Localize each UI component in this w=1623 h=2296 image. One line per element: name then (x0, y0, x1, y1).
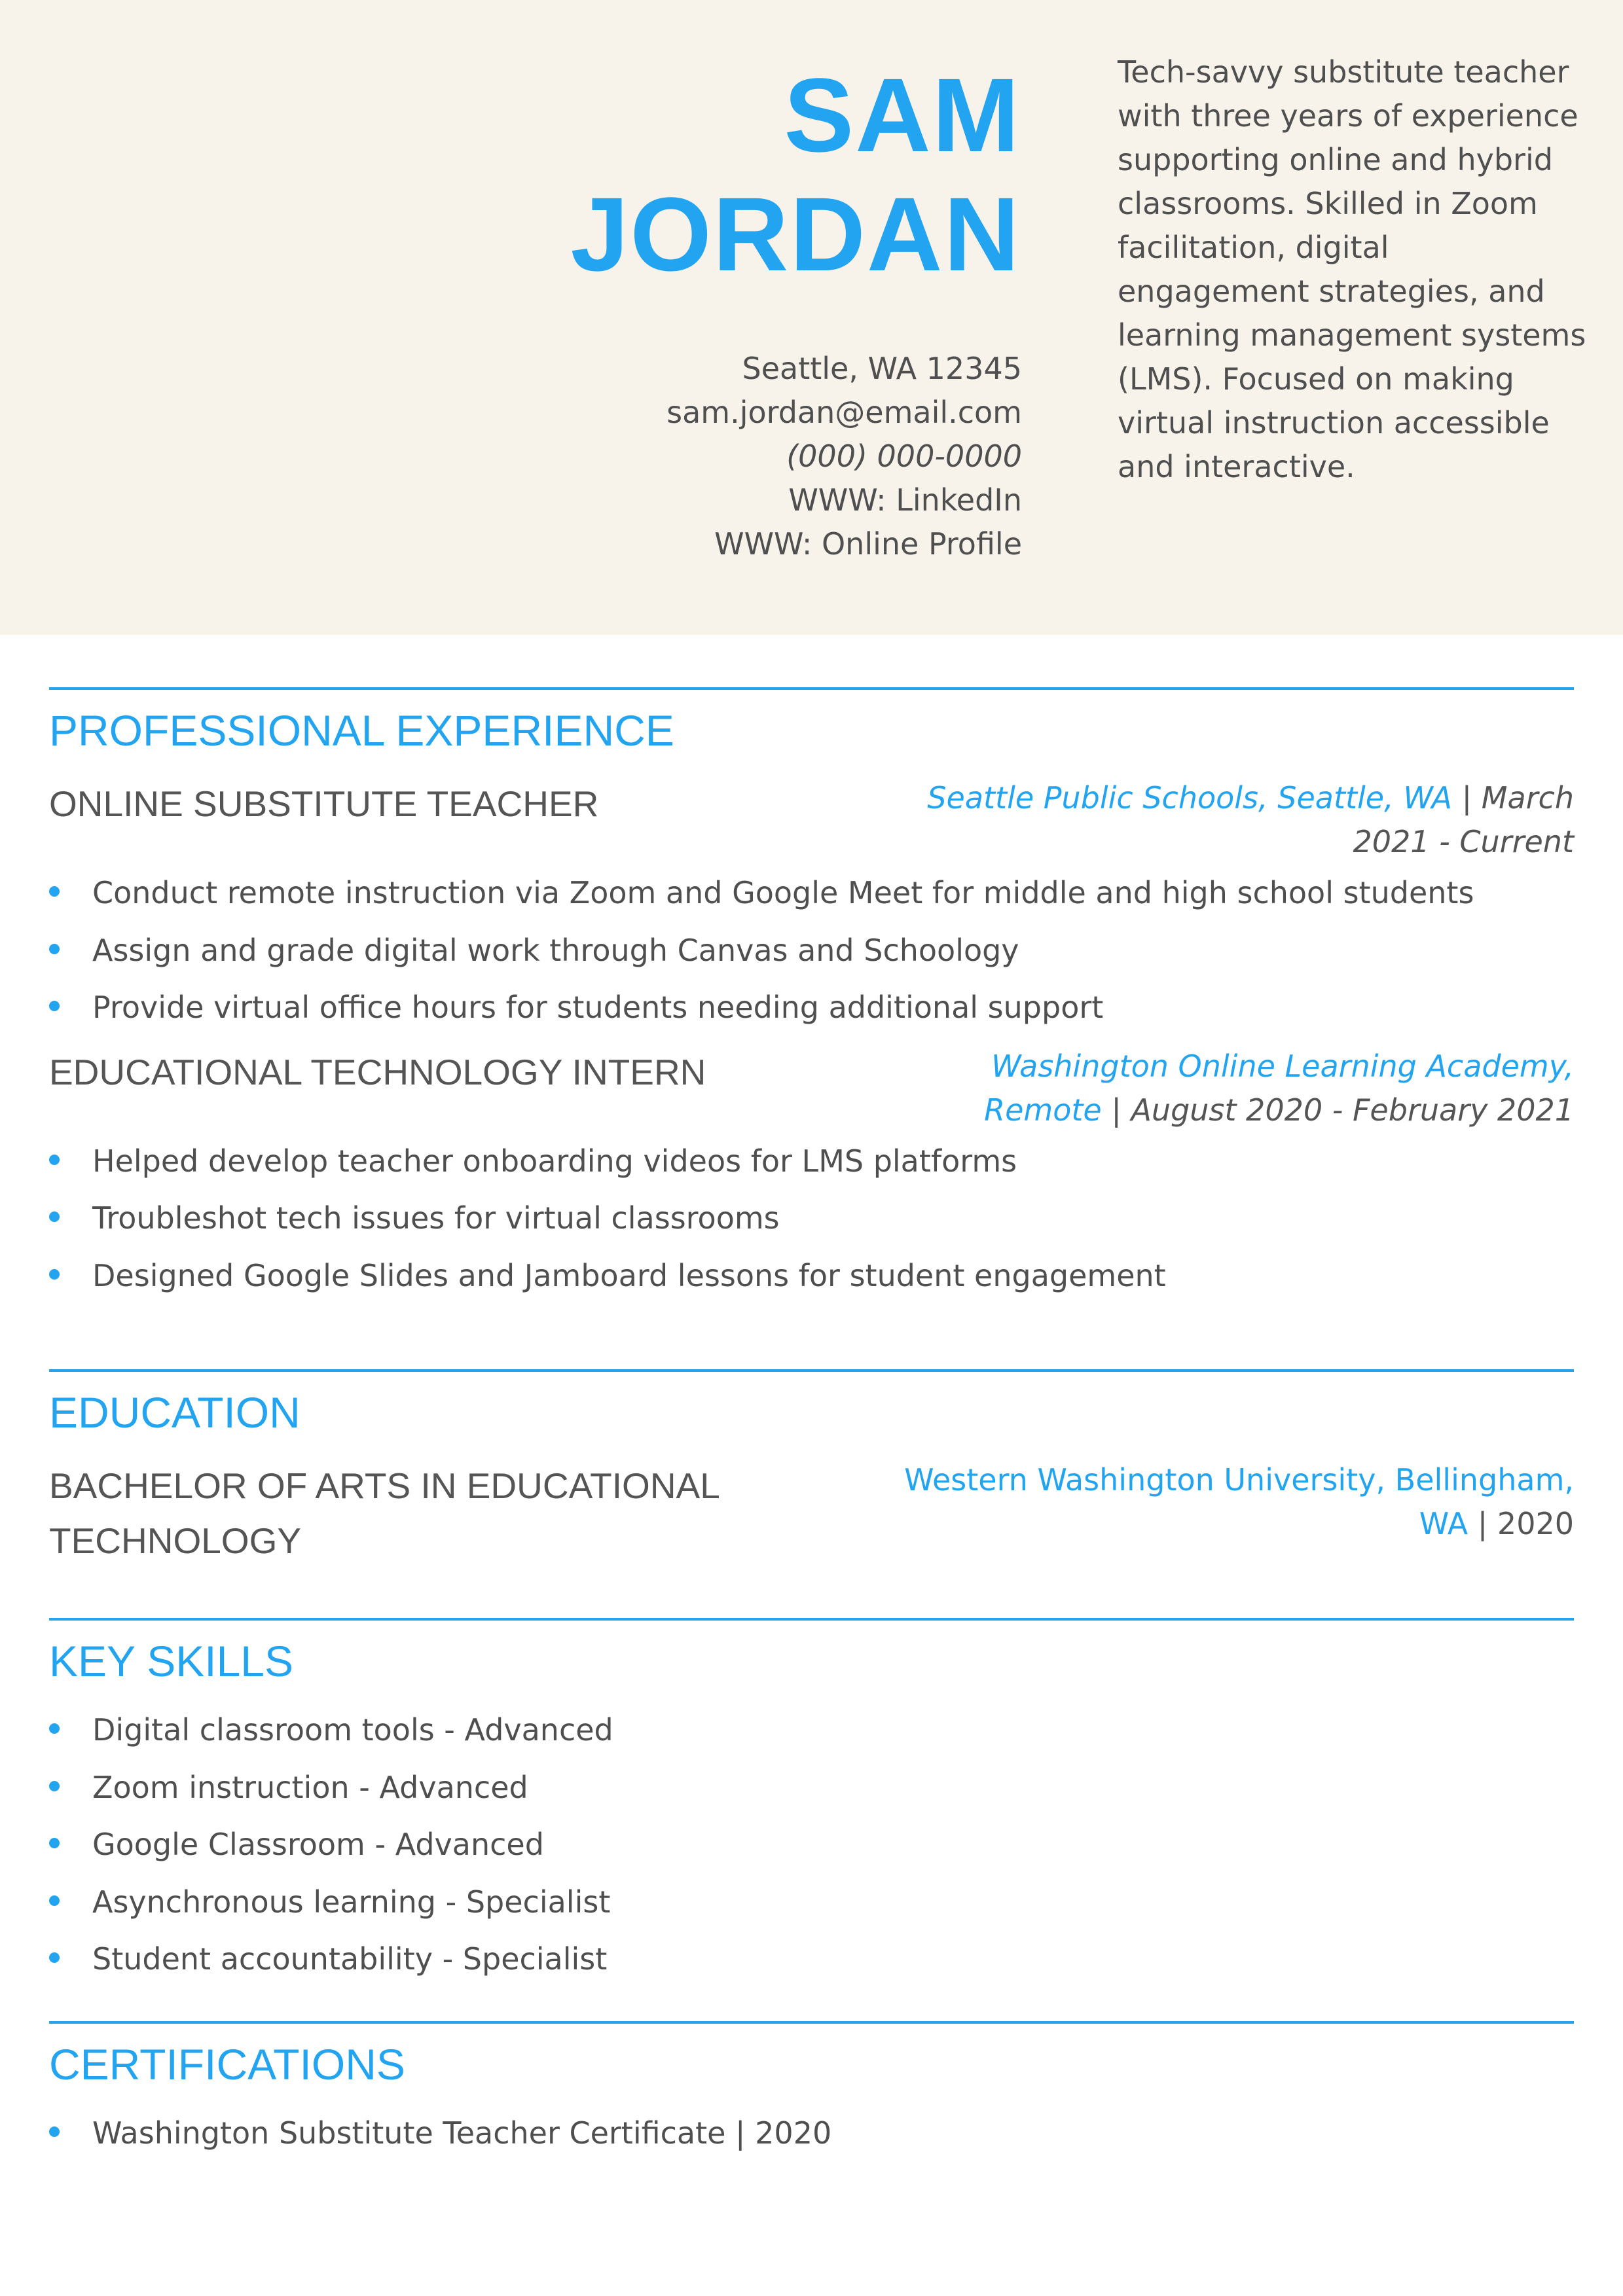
job-title: ONLINE SUBSTITUTE TEACHER (49, 783, 599, 824)
job-bullets (49, 1133, 1574, 1305)
list-item: Helped develop teacher onboarding videos for LMS platforms (49, 1133, 1574, 1191)
last-name: JORDAN (570, 175, 1021, 293)
section-divider (49, 1618, 1574, 1621)
degree-line: TECHNOLOGY (49, 1520, 302, 1561)
job-organization: Washington Online Learning Academy, Remote (984, 1048, 1574, 1128)
meta-separator: | (1101, 1092, 1131, 1128)
education-header (49, 1458, 1574, 1570)
section-divider (49, 1369, 1574, 1372)
certifications-list (49, 2105, 1574, 2162)
section-title: KEY SKILLS (49, 1637, 294, 1685)
list-item: Google Classroom - Advanced (49, 1816, 1574, 1874)
candidate-name (570, 56, 1021, 294)
contact-info (666, 347, 1022, 566)
job-header (49, 1045, 1574, 1130)
list-item: Zoom instruction - Advanced (49, 1759, 1574, 1817)
job-bullets (49, 865, 1574, 1037)
meta-separator: | (1452, 780, 1482, 816)
section-divider (49, 2021, 1574, 2024)
job-organization: Seattle Public Schools, Seattle, WA (927, 780, 1453, 816)
section-title: PROFESSIONAL EXPERIENCE (49, 706, 674, 755)
list-item: Conduct remote instruction via Zoom and Google Meet for middle and high school students (49, 865, 1574, 922)
school: Western Washington University, Bellingham, WA (904, 1462, 1574, 1541)
list-item: Digital classroom tools - Advanced (49, 1702, 1574, 1759)
list-item: Assign and grade digital work through Canvas and Schoology (49, 922, 1574, 980)
job-header (49, 776, 1574, 862)
skills-list (49, 1702, 1574, 1988)
location: Seattle, WA 12345 (742, 351, 1022, 386)
linkedin-link[interactable]: WWW: LinkedIn (788, 482, 1022, 518)
job-meta (880, 1045, 1574, 1132)
education-meta (854, 1458, 1574, 1546)
section-title: EDUCATION (49, 1388, 301, 1437)
job-meta (854, 776, 1574, 864)
skills-section (49, 1618, 1574, 1988)
resume-header (0, 0, 1623, 635)
online-profile-link[interactable]: WWW: Online Profile (714, 526, 1022, 562)
phone: (000) 000-0000 (786, 439, 1022, 474)
education-section (49, 1369, 1574, 1570)
experience-section (49, 687, 1574, 1304)
summary: Tech-savvy substitute teacher with three years of experience supporting online and hybrid classrooms. Skilled in Zoom facilitation, digital engagement strategies, and learning management systems (LMS). Focused on making virtual instruction accessible and interactive. (1118, 54, 1586, 484)
job-title: EDUCATIONAL TECHNOLOGY INTERN (49, 1051, 706, 1092)
certifications-section (49, 2021, 1574, 2162)
list-item: Asynchronous learning - Specialist (49, 1874, 1574, 1931)
graduation-year: 2020 (1497, 1506, 1574, 1541)
meta-separator: | (1468, 1506, 1497, 1541)
first-name: SAM (784, 56, 1021, 173)
job-dates: August 2020 - February 2021 (1131, 1092, 1574, 1128)
list-item: Provide virtual office hours for students needing additional support (49, 979, 1574, 1037)
section-divider (49, 687, 1574, 690)
degree-line: BACHELOR OF ARTS IN EDUCATIONAL (49, 1465, 720, 1506)
list-item: Troubleshot tech issues for virtual classrooms (49, 1190, 1574, 1247)
list-item: Washington Substitute Teacher Certificate | 2020 (49, 2105, 1574, 2162)
degree (49, 1458, 720, 1568)
list-item: Designed Google Slides and Jamboard lessons for student engagement (49, 1247, 1574, 1305)
list-item: Student accountability - Specialist (49, 1931, 1574, 1988)
job-dates: March 2021 - Current (1353, 780, 1574, 859)
email[interactable]: sam.jordan@email.com (666, 395, 1022, 430)
section-title: CERTIFICATIONS (49, 2040, 405, 2089)
